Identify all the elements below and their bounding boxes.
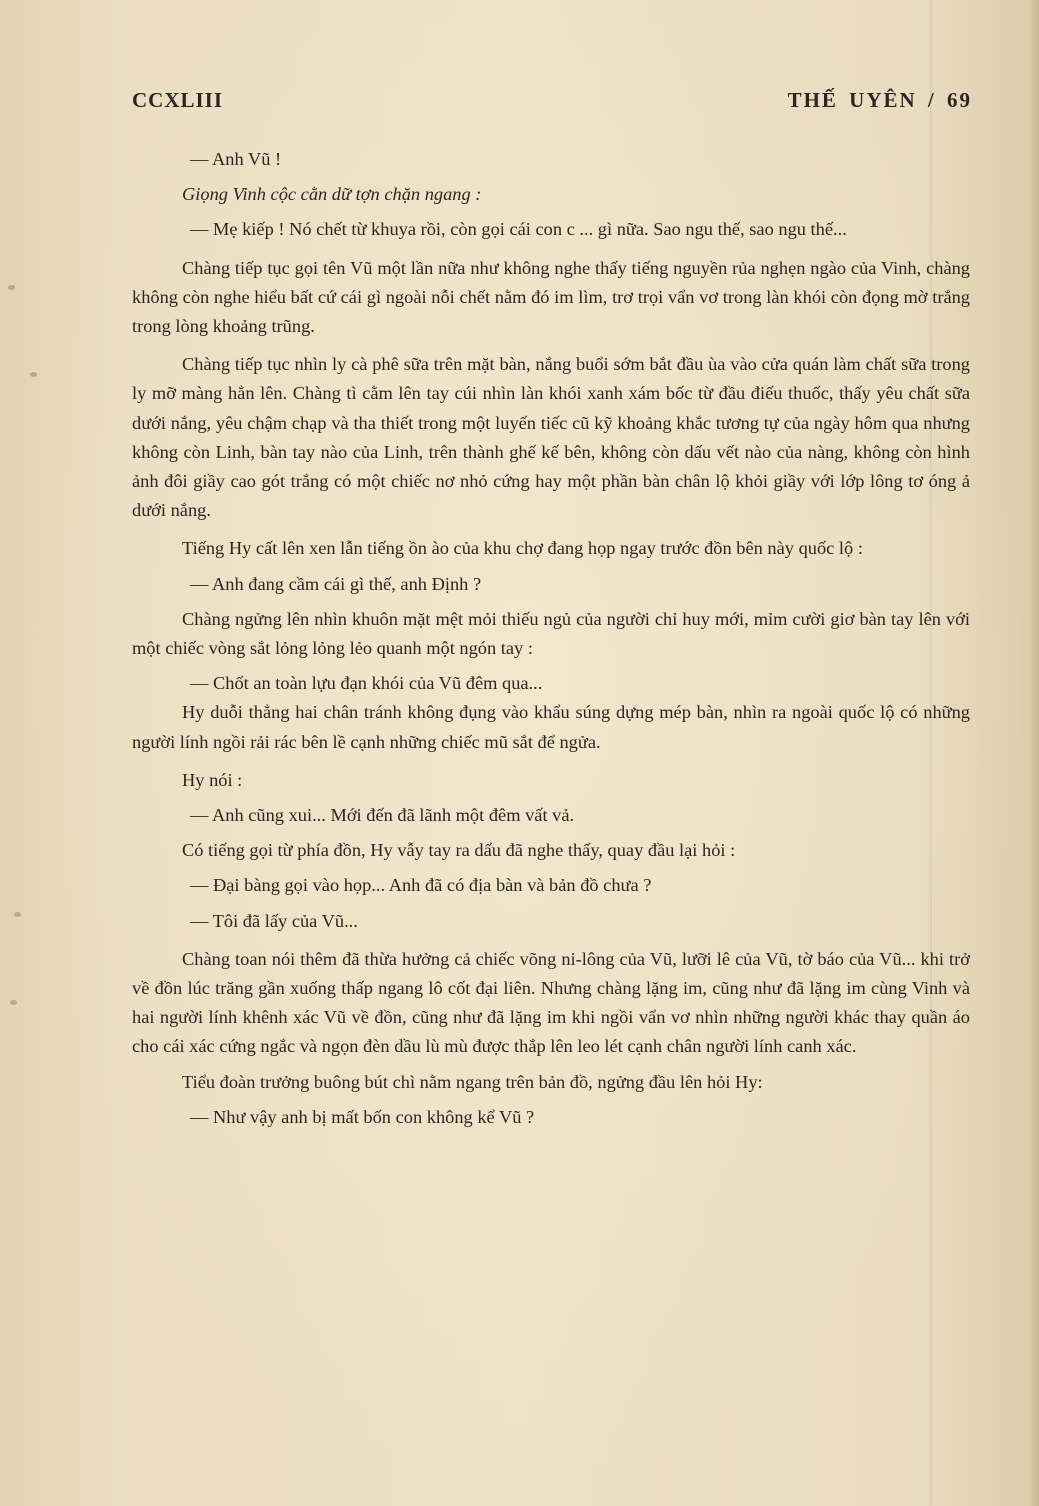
paragraph: Chàng ngửng lên nhìn khuôn mặt mệt mỏi thiếu ngủ của người chỉ huy mới, mỉm cười giơ bàn tay lên với một chiếc vòng sắt lỏng lỏng lẻo quanh một ngón tay : bbox=[132, 608, 970, 659]
dialogue-line: — Chốt an toàn lựu đạn khói của Vũ đêm qua... bbox=[190, 673, 543, 694]
dialogue-line: — Mẹ kiếp ! Nó chết từ khuya rồi, còn gọi cái con c ... gì nữa. Sao ngu thế, sao ngu thế... bbox=[190, 219, 847, 240]
dialogue-line: — Tôi đã lấy của Vũ... bbox=[190, 910, 358, 931]
paragraph: Tiếng Hy cất lên xen lẫn tiếng ồn ào của khu chợ đang họp ngay trước đồn bên này quốc lộ : bbox=[182, 538, 863, 559]
dialogue-line: — Như vậy anh bị mất bốn con không kể Vũ ? bbox=[190, 1106, 535, 1127]
paragraph: Có tiếng gọi từ phía đồn, Hy vẫy tay ra dấu đã nghe thấy, quay đầu lại hỏi : bbox=[182, 840, 736, 861]
paragraph: Chàng tiếp tục nhìn ly cà phê sữa trên mặt bàn, nắng buổi sớm bắt đầu ùa vào cửa quán làm chất sữa trong ly mỡ màng hẳn lên. Chàng tì cằm lên tay cúi nhìn làn khói xanh xám bốc từ đầu điếu thuốc, thấy yêu chất sữa dưới nắng, yêu chậm chạp và tha thiết trong một luyến tiếc cũ kỹ khoảng khắc tương tự của ngày hôm qua nhưng không còn Linh, bàn tay nào của Linh, trên thành ghế kế bên, không còn dấu vết nào của nàng, không còn hình ảnh đôi giầy cao gót trắng có một chiếc nơ nhỏ cứng hay một phần bàn chân lộ khỏi giầy với lớp lông tơ óng ả dưới nắng. bbox=[132, 354, 970, 521]
binding-hole bbox=[8, 285, 15, 290]
paragraph: Giọng Vinh cộc cằn dữ tợn chặn ngang : bbox=[182, 184, 482, 205]
page-edge-shadow bbox=[1029, 0, 1039, 1506]
binding-hole bbox=[10, 1000, 17, 1005]
page-header bbox=[132, 88, 972, 118]
paragraph: Hy duỗi thẳng hai chân tránh không đụng vào khẩu súng dựng mép bàn, nhìn ra ngoài quốc lộ có những người lính ngồi rải rác bên lề cạnh những chiếc mũ sắt để ngửa. bbox=[132, 702, 970, 752]
binding-hole bbox=[14, 912, 21, 917]
paragraph-gap bbox=[132, 525, 970, 534]
paragraph-gap bbox=[132, 341, 970, 350]
dialogue-line: — Anh Vũ ! bbox=[190, 149, 282, 169]
dialogue-line: — Đại bàng gọi vào họp... Anh đã có địa bàn và bản đồ chưa ? bbox=[190, 875, 652, 896]
running-title: THẾ UYÊN / 69 bbox=[787, 88, 972, 112]
chapter-numeral: CCXLIII bbox=[132, 88, 224, 112]
paragraph: Chàng toan nói thêm đã thừa hưởng cả chiếc võng ni-lông của Vũ, lưỡi lê của Vũ, tờ báo của Vũ... khi trở về đồn lúc trăng gần xuống thấp ngang lô cốt đại liên. Nhưng chàng lặng im, cũng như đã lặng im cùng Vinh và hai người lính khênh xác Vũ về đồn, cũng như đã lặng im khi ngồi vẩn vơ nhìn những người khác thay quần áo cho cái xác cứng ngắc và ngọn đèn dầu lù mù được thắp lên leo lét cạnh chân người lính canh xác. bbox=[132, 948, 970, 1057]
body-text bbox=[132, 145, 970, 1132]
paragraph-gap bbox=[132, 245, 970, 254]
paragraph-gap bbox=[132, 757, 970, 766]
dialogue-line: — Anh cũng xui... Mới đến đã lãnh một đêm vất vả. bbox=[190, 805, 575, 826]
binding-hole bbox=[30, 372, 37, 377]
paragraph: Tiểu đoàn trưởng buông bút chì nằm ngang trên bản đồ, ngửng đầu lên hỏi Hy: bbox=[182, 1071, 763, 1092]
dialogue-line: — Anh đang cầm cái gì thế, anh Định ? bbox=[190, 573, 482, 594]
paragraph-gap bbox=[132, 936, 970, 945]
paragraph: Hy nói : bbox=[182, 769, 243, 790]
paragraph: Chàng tiếp tục gọi tên Vũ một lần nữa như không nghe thấy tiếng nguyền rủa nghẹn ngào của Vinh, chàng không còn nghe hiểu bất cứ cái gì ngoài nỗi chết nằm đó im lìm, trơ trọi vẩn vơ trong làn khói còn đọng mờ trắng trong lòng khoảng trũng. bbox=[132, 257, 970, 337]
